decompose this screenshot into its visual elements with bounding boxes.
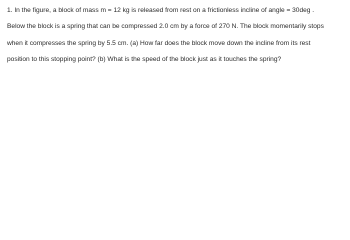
problem-line-4: position to this stopping point? (b) What is the speed of the block just as it touches the spring? [7,56,282,64]
problem-line-3: when it compresses the spring by 5.5 cm. (a) How far does the block move down the incline from its rest [7,39,311,47]
problem-line-2: Below the block is a spring that can be compressed 2.0 cm by a force of 270 N. The block momentarily stops [7,23,324,31]
problem-line-1: 1. In the figure, a block of mass m = 12 kg is released from rest on a frictionless incline of angle = 30deg . [7,7,315,14]
problem-text [0,0,350,67]
